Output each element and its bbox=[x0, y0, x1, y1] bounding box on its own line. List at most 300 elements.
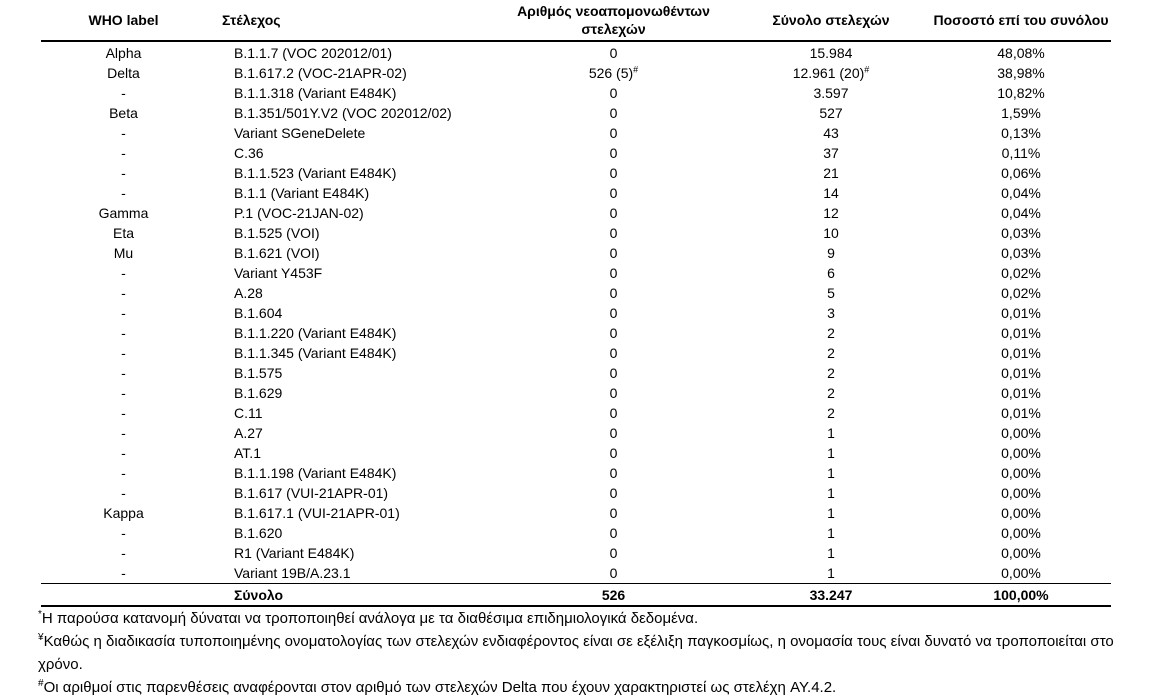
percent-cell bbox=[931, 503, 1111, 523]
who-label-cell bbox=[41, 343, 206, 363]
new-isolated-cell bbox=[496, 41, 731, 63]
strain-cell-value: B.1.1.220 (Variant E484K) bbox=[234, 325, 397, 341]
strain-cell bbox=[206, 283, 496, 303]
new-isolated-cell-value: 0 bbox=[609, 345, 618, 361]
percent-cell-value: 1,59% bbox=[1001, 105, 1041, 121]
total-strains-cell bbox=[731, 123, 931, 143]
strain-cell-value: B.1.1.318 (Variant E484K) bbox=[234, 85, 397, 101]
total-strains-cell-value: 2 bbox=[827, 345, 835, 361]
total-strains-cell-value: 21 bbox=[823, 165, 839, 181]
total-strains-cell bbox=[731, 143, 931, 163]
strain-cell-value: B.1.1.7 (VOC 202012/01) bbox=[234, 45, 392, 61]
new-isolated-cell-value: 0 bbox=[609, 165, 618, 181]
percent-cell-value: 0,01% bbox=[1001, 365, 1041, 381]
new-isolated-cell-value: 0 bbox=[609, 105, 618, 121]
total-strains-cell-value: 1 bbox=[827, 465, 835, 481]
new-isolated-cell bbox=[496, 383, 731, 403]
strain-cell bbox=[206, 123, 496, 143]
total-strains-cell bbox=[731, 563, 931, 584]
percent-cell-value: 0,00% bbox=[1001, 485, 1041, 501]
new-isolated-cell bbox=[496, 223, 731, 243]
strain-cell bbox=[206, 423, 496, 443]
total-strains-cell bbox=[731, 323, 931, 343]
new-isolated-cell bbox=[496, 323, 731, 343]
strain-cell bbox=[206, 563, 496, 584]
footnote-text: Καθώς η διαδικασία τυποποιημένης ονοματολογίας των στελεχών ενδιαφέροντος είναι σε εξέλιξη παγκοσμίως, η ονομασία τους είναι δυνατό να τροποποιείται στο χρόνο. bbox=[38, 633, 1114, 673]
percent-cell-value: 0,00% bbox=[1001, 565, 1041, 581]
percent-cell-value: 0,04% bbox=[1001, 205, 1041, 221]
total-strains-cell bbox=[731, 263, 931, 283]
who-label-cell bbox=[41, 503, 206, 523]
new-isolated-cell-value: 0 bbox=[609, 205, 618, 221]
table-row bbox=[41, 123, 1111, 143]
who-label-cell-value: - bbox=[121, 285, 126, 301]
table-row bbox=[41, 563, 1111, 584]
new-isolated-cell bbox=[496, 263, 731, 283]
table-row bbox=[41, 463, 1111, 483]
who-label-cell-value: - bbox=[121, 325, 126, 341]
table-row bbox=[41, 383, 1111, 403]
percent-cell-value: 48,08% bbox=[997, 45, 1045, 61]
percent-cell bbox=[931, 283, 1111, 303]
percent-cell bbox=[931, 443, 1111, 463]
total-strains-cell bbox=[731, 223, 931, 243]
total-strains-cell bbox=[731, 183, 931, 203]
strain-cell-value: A.27 bbox=[234, 425, 263, 441]
new-isolated-cell bbox=[496, 563, 731, 584]
new-isolated-cell-value: 0 bbox=[609, 325, 618, 341]
who-label-cell bbox=[41, 243, 206, 263]
new-isolated-cell-value: 0 bbox=[609, 425, 618, 441]
strain-cell-value: R1 (Variant E484K) bbox=[234, 545, 355, 561]
who-label-cell bbox=[41, 263, 206, 283]
percent-cell bbox=[931, 263, 1111, 283]
strain-cell-value: B.1.1.345 (Variant E484K) bbox=[234, 345, 397, 361]
table-header-row bbox=[41, 0, 1111, 41]
strain-cell-value: B.1.1.198 (Variant E484K) bbox=[234, 465, 397, 481]
new-isolated-cell-value: 0 bbox=[609, 145, 618, 161]
who-label-cell-value: - bbox=[121, 165, 126, 181]
strain-cell bbox=[206, 443, 496, 463]
new-isolated-cell-value: 0 bbox=[609, 565, 618, 581]
strain-cell-value: B.1.575 bbox=[234, 365, 283, 381]
who-label-cell bbox=[41, 463, 206, 483]
who-label-cell-value: - bbox=[121, 85, 126, 101]
percent-cell bbox=[931, 563, 1111, 584]
table-row bbox=[41, 223, 1111, 243]
strain-cell bbox=[206, 41, 496, 63]
total-strains-cell-value: 527 bbox=[819, 105, 843, 121]
new-isolated-cell-value: 0 bbox=[609, 125, 618, 141]
table-row bbox=[41, 63, 1111, 83]
table-row bbox=[41, 203, 1111, 223]
header-percent-of-total: Ποσοστό επί του συνόλου bbox=[931, 0, 1111, 41]
percent-cell bbox=[931, 183, 1111, 203]
strain-cell bbox=[206, 183, 496, 203]
footnote-mark: # bbox=[38, 678, 44, 689]
table-row bbox=[41, 83, 1111, 103]
percent-cell-value: 0,06% bbox=[1001, 165, 1041, 181]
footnote-mark: * bbox=[38, 609, 42, 620]
total-strains-cell-value: 5 bbox=[827, 285, 835, 301]
strain-cell-value: B.1.617.1 (VUI-21APR-01) bbox=[234, 505, 400, 521]
strain-cell bbox=[206, 163, 496, 183]
footnotes bbox=[38, 607, 1128, 699]
footnote-text: Η παρούσα κατανομή δύναται να τροποποιηθεί ανάλογα με τα διαθέσιμα επιδημιολογικά δεδομένα. bbox=[41, 610, 699, 627]
percent-cell bbox=[931, 363, 1111, 383]
who-label-cell-value: - bbox=[121, 185, 126, 201]
strain-cell-value: B.1.1 (Variant E484K) bbox=[234, 185, 370, 201]
total-strains-cell bbox=[731, 543, 931, 563]
percent-cell-value: 0,11% bbox=[1001, 145, 1041, 161]
percent-cell bbox=[931, 323, 1111, 343]
new-isolated-cell bbox=[496, 343, 731, 363]
table-row bbox=[41, 103, 1111, 123]
strain-cell bbox=[206, 463, 496, 483]
total-strains-cell bbox=[731, 343, 931, 363]
footnote-ref: # bbox=[633, 64, 639, 75]
new-isolated-cell bbox=[496, 183, 731, 203]
who-label-cell-value: - bbox=[121, 565, 126, 581]
total-strains-cell-value: 12 bbox=[823, 205, 839, 221]
strain-cell-value: B.1.621 (VOI) bbox=[234, 245, 320, 261]
who-label-cell-value: - bbox=[121, 265, 126, 281]
new-isolated-cell bbox=[496, 163, 731, 183]
total-strains-cell-value: 43 bbox=[823, 125, 839, 141]
header-strain: Στέλεχος bbox=[206, 0, 496, 41]
strain-cell bbox=[206, 483, 496, 503]
total-strains-cell-value: 2 bbox=[827, 365, 835, 381]
total-strains-cell bbox=[731, 463, 931, 483]
strain-cell-value: A.28 bbox=[234, 285, 263, 301]
new-isolated-cell bbox=[496, 203, 731, 223]
new-isolated-cell bbox=[496, 423, 731, 443]
percent-cell-value: 0,01% bbox=[1001, 325, 1041, 341]
new-isolated-cell-value: 0 bbox=[609, 185, 618, 201]
percent-cell-value: 0,01% bbox=[1001, 405, 1041, 421]
total-strains-cell-value: 3.597 bbox=[813, 85, 849, 101]
percent-cell-value: 0,02% bbox=[1001, 265, 1041, 281]
footnote-ref: # bbox=[864, 64, 870, 75]
table-row bbox=[41, 183, 1111, 203]
total-strains-cell-value: 6 bbox=[827, 265, 835, 281]
who-label-cell-value: - bbox=[121, 485, 126, 501]
who-label-cell bbox=[41, 483, 206, 503]
strain-cell bbox=[206, 323, 496, 343]
table-row bbox=[41, 303, 1111, 323]
total-strains-cell bbox=[731, 83, 931, 103]
new-isolated-cell-value: 526 (5) bbox=[588, 65, 634, 81]
strain-cell bbox=[206, 383, 496, 403]
total-strains-cell bbox=[731, 363, 931, 383]
table-row bbox=[41, 363, 1111, 383]
who-label-cell-value: - bbox=[121, 365, 126, 381]
total-strains-cell-value: 2 bbox=[827, 325, 835, 341]
strain-cell-value: B.1.1.523 (Variant E484K) bbox=[234, 165, 397, 181]
strain-cell-value: Variant 19B/A.23.1 bbox=[234, 565, 351, 581]
new-isolated-cell bbox=[496, 443, 731, 463]
new-isolated-cell-value: 0 bbox=[609, 85, 618, 101]
strain-cell-value: Variant Y453F bbox=[234, 265, 323, 281]
percent-cell-value: 0,00% bbox=[1001, 525, 1041, 541]
who-label-cell-value: - bbox=[121, 525, 126, 541]
new-isolated-cell-value: 0 bbox=[609, 465, 618, 481]
percent-cell-value: 0,00% bbox=[1001, 505, 1041, 521]
total-strains-cell bbox=[731, 383, 931, 403]
who-label-cell bbox=[41, 563, 206, 584]
who-label-cell bbox=[41, 543, 206, 563]
total-strains-cell-value: 14 bbox=[823, 185, 839, 201]
strain-cell bbox=[206, 203, 496, 223]
who-label-cell-value: - bbox=[121, 405, 126, 421]
strain-cell-value: B.1.351/501Y.V2 (VOC 202012/02) bbox=[234, 105, 452, 121]
table-row bbox=[41, 41, 1111, 63]
percent-cell bbox=[931, 303, 1111, 323]
new-isolated-cell bbox=[496, 123, 731, 143]
new-isolated-cell bbox=[496, 243, 731, 263]
percent-cell-value: 0,01% bbox=[1001, 345, 1041, 361]
percent-cell-value: 0,00% bbox=[1001, 545, 1041, 561]
total-strains-cell bbox=[731, 303, 931, 323]
percent-cell bbox=[931, 343, 1111, 363]
new-isolated-cell bbox=[496, 483, 731, 503]
who-label-cell-value: - bbox=[121, 385, 126, 401]
new-isolated-cell bbox=[496, 403, 731, 423]
who-label-cell-value: Kappa bbox=[103, 505, 144, 521]
table-row bbox=[41, 343, 1111, 363]
percent-cell-value: 0,03% bbox=[1001, 245, 1041, 261]
percent-cell bbox=[931, 463, 1111, 483]
percent-cell bbox=[931, 83, 1111, 103]
strain-cell-value: P.1 (VOC-21JAN-02) bbox=[234, 205, 364, 221]
who-label-cell bbox=[41, 423, 206, 443]
total-strains-cell bbox=[731, 163, 931, 183]
total-label: Σύνολο bbox=[206, 584, 496, 607]
strain-cell-value: AT.1 bbox=[234, 445, 261, 461]
percent-cell-value: 0,00% bbox=[1001, 425, 1041, 441]
total-strains-cell-value: 37 bbox=[823, 145, 839, 161]
percent-cell-value: 0,01% bbox=[1001, 385, 1041, 401]
total-strains-cell-value: 15.984 bbox=[809, 45, 853, 61]
who-label-cell-value: - bbox=[121, 345, 126, 361]
strain-cell-value: B.1.617 (VUI-21APR-01) bbox=[234, 485, 389, 501]
who-label-cell bbox=[41, 283, 206, 303]
who-label-cell bbox=[41, 303, 206, 323]
who-label-cell-value: Beta bbox=[109, 105, 138, 121]
new-isolated-cell-value: 0 bbox=[609, 225, 618, 241]
table-row bbox=[41, 523, 1111, 543]
table-row bbox=[41, 543, 1111, 563]
new-isolated-cell bbox=[496, 363, 731, 383]
new-isolated-cell-value: 0 bbox=[609, 525, 618, 541]
who-label-cell bbox=[41, 363, 206, 383]
footnote bbox=[38, 630, 1128, 676]
who-label-cell-value: Gamma bbox=[98, 205, 149, 221]
who-label-cell bbox=[41, 323, 206, 343]
strain-cell-value: B.1.525 (VOI) bbox=[234, 225, 320, 241]
strain-cell bbox=[206, 523, 496, 543]
total-strains-cell bbox=[731, 41, 931, 63]
who-label-cell-value: - bbox=[121, 425, 126, 441]
total-strains-cell bbox=[731, 423, 931, 443]
strain-cell bbox=[206, 83, 496, 103]
table-row bbox=[41, 403, 1111, 423]
new-isolated-cell bbox=[496, 103, 731, 123]
new-isolated-cell-value: 0 bbox=[609, 285, 618, 301]
strain-cell bbox=[206, 263, 496, 283]
who-label-cell-value: - bbox=[121, 305, 126, 321]
total-strains-cell bbox=[731, 283, 931, 303]
strain-cell bbox=[206, 243, 496, 263]
who-label-cell bbox=[41, 443, 206, 463]
who-label-cell bbox=[41, 163, 206, 183]
total-strains-cell-value: 1 bbox=[827, 445, 835, 461]
who-label-cell-value: - bbox=[121, 545, 126, 561]
total-strains-cell-value: 1 bbox=[827, 525, 835, 541]
strain-cell bbox=[206, 143, 496, 163]
new-isolated-cell bbox=[496, 83, 731, 103]
who-label-cell bbox=[41, 63, 206, 83]
header-who-label: WHO label bbox=[41, 0, 206, 41]
footnote bbox=[38, 676, 1128, 699]
percent-cell bbox=[931, 423, 1111, 443]
new-isolated-cell-value: 0 bbox=[609, 545, 618, 561]
table-body bbox=[41, 41, 1111, 584]
new-isolated-cell bbox=[496, 143, 731, 163]
strain-cell-value: B.1.604 bbox=[234, 305, 283, 321]
strain-cell-value: B.1.620 bbox=[234, 525, 283, 541]
who-label-cell bbox=[41, 103, 206, 123]
total-strains-cell-value: 1 bbox=[827, 505, 835, 521]
percent-cell bbox=[931, 243, 1111, 263]
who-label-cell bbox=[41, 183, 206, 203]
table-row bbox=[41, 483, 1111, 503]
total-row bbox=[41, 584, 1111, 607]
total-new-isolated: 526 bbox=[496, 584, 731, 607]
percent-cell-value: 0,03% bbox=[1001, 225, 1041, 241]
total-strains-cell-value: 1 bbox=[827, 425, 835, 441]
who-label-cell bbox=[41, 123, 206, 143]
total-strains-cell bbox=[731, 443, 931, 463]
strain-cell bbox=[206, 363, 496, 383]
total-strains-cell bbox=[731, 63, 931, 83]
percent-cell-value: 38,98% bbox=[997, 65, 1045, 81]
who-label-cell bbox=[41, 203, 206, 223]
who-label-cell bbox=[41, 143, 206, 163]
total-strains-cell bbox=[731, 523, 931, 543]
table-row bbox=[41, 323, 1111, 343]
total-strains-cell-value: 10 bbox=[823, 225, 839, 241]
percent-cell bbox=[931, 223, 1111, 243]
variants-table bbox=[41, 0, 1111, 607]
percent-cell bbox=[931, 123, 1111, 143]
total-strains-cell-value: 1 bbox=[827, 565, 835, 581]
table-row bbox=[41, 143, 1111, 163]
total-who-cell bbox=[41, 584, 206, 607]
who-label-cell bbox=[41, 383, 206, 403]
new-isolated-cell-value: 0 bbox=[609, 385, 618, 401]
strain-cell bbox=[206, 543, 496, 563]
total-strains-cell-value: 1 bbox=[827, 485, 835, 501]
strain-cell bbox=[206, 63, 496, 83]
footnote-text: Οι αριθμοί στις παρενθέσεις αναφέρονται στον αριθμό των στελεχών Delta που έχουν χαρακτηριστεί ως στελέχη AY.4.2. bbox=[43, 679, 837, 696]
percent-cell-value: 0,01% bbox=[1001, 305, 1041, 321]
total-strains-cell-value: 3 bbox=[827, 305, 835, 321]
who-label-cell-value: - bbox=[121, 125, 126, 141]
who-label-cell bbox=[41, 83, 206, 103]
who-label-cell-value: - bbox=[121, 145, 126, 161]
table-row bbox=[41, 163, 1111, 183]
new-isolated-cell-value: 0 bbox=[609, 505, 618, 521]
percent-cell bbox=[931, 383, 1111, 403]
new-isolated-cell-value: 0 bbox=[609, 445, 618, 461]
new-isolated-cell bbox=[496, 503, 731, 523]
total-strains-cell-value: 1 bbox=[827, 545, 835, 561]
percent-cell-value: 0,13% bbox=[1001, 125, 1041, 141]
percent-cell bbox=[931, 403, 1111, 423]
percent-cell bbox=[931, 203, 1111, 223]
percent-cell bbox=[931, 63, 1111, 83]
who-label-cell-value: - bbox=[121, 465, 126, 481]
strain-cell-value: C.36 bbox=[234, 145, 264, 161]
percent-cell bbox=[931, 41, 1111, 63]
footnote-mark: ¥ bbox=[38, 632, 44, 643]
new-isolated-cell-value: 0 bbox=[609, 305, 618, 321]
strain-cell-value: B.1.629 bbox=[234, 385, 283, 401]
total-strains-cell bbox=[731, 403, 931, 423]
strain-cell bbox=[206, 503, 496, 523]
table-row bbox=[41, 283, 1111, 303]
strain-cell bbox=[206, 303, 496, 323]
who-label-cell bbox=[41, 523, 206, 543]
percent-cell-value: 0,00% bbox=[1001, 465, 1041, 481]
new-isolated-cell bbox=[496, 283, 731, 303]
table-row bbox=[41, 243, 1111, 263]
new-isolated-cell-value: 0 bbox=[609, 45, 618, 61]
who-label-cell-value: Alpha bbox=[105, 45, 142, 61]
table-row bbox=[41, 443, 1111, 463]
total-strains-cell bbox=[731, 103, 931, 123]
strain-cell-value: Variant SGeneDelete bbox=[234, 125, 366, 141]
percent-cell-value: 0,00% bbox=[1001, 445, 1041, 461]
who-label-cell-value: - bbox=[121, 445, 126, 461]
percent-cell-value: 0,04% bbox=[1001, 185, 1041, 201]
who-label-cell-value: Delta bbox=[107, 65, 140, 81]
percent-cell-value: 0,02% bbox=[1001, 285, 1041, 301]
percent-cell-value: 10,82% bbox=[997, 85, 1045, 101]
table-row bbox=[41, 263, 1111, 283]
percent-cell bbox=[931, 103, 1111, 123]
new-isolated-cell bbox=[496, 303, 731, 323]
strain-cell bbox=[206, 103, 496, 123]
total-strains-cell-value: 2 bbox=[827, 385, 835, 401]
percent-cell bbox=[931, 523, 1111, 543]
new-isolated-cell-value: 0 bbox=[609, 485, 618, 501]
who-label-cell-value: Mu bbox=[113, 245, 134, 261]
new-isolated-cell bbox=[496, 463, 731, 483]
new-isolated-cell-value: 0 bbox=[609, 265, 618, 281]
strain-cell-value: B.1.617.2 (VOC-21APR-02) bbox=[234, 65, 407, 81]
total-strains-cell bbox=[731, 503, 931, 523]
strain-cell bbox=[206, 343, 496, 363]
who-label-cell bbox=[41, 223, 206, 243]
who-label-cell bbox=[41, 41, 206, 63]
new-isolated-cell bbox=[496, 523, 731, 543]
percent-cell bbox=[931, 163, 1111, 183]
table-row bbox=[41, 503, 1111, 523]
total-strains-cell bbox=[731, 203, 931, 223]
strain-cell-value: C.11 bbox=[234, 405, 263, 421]
